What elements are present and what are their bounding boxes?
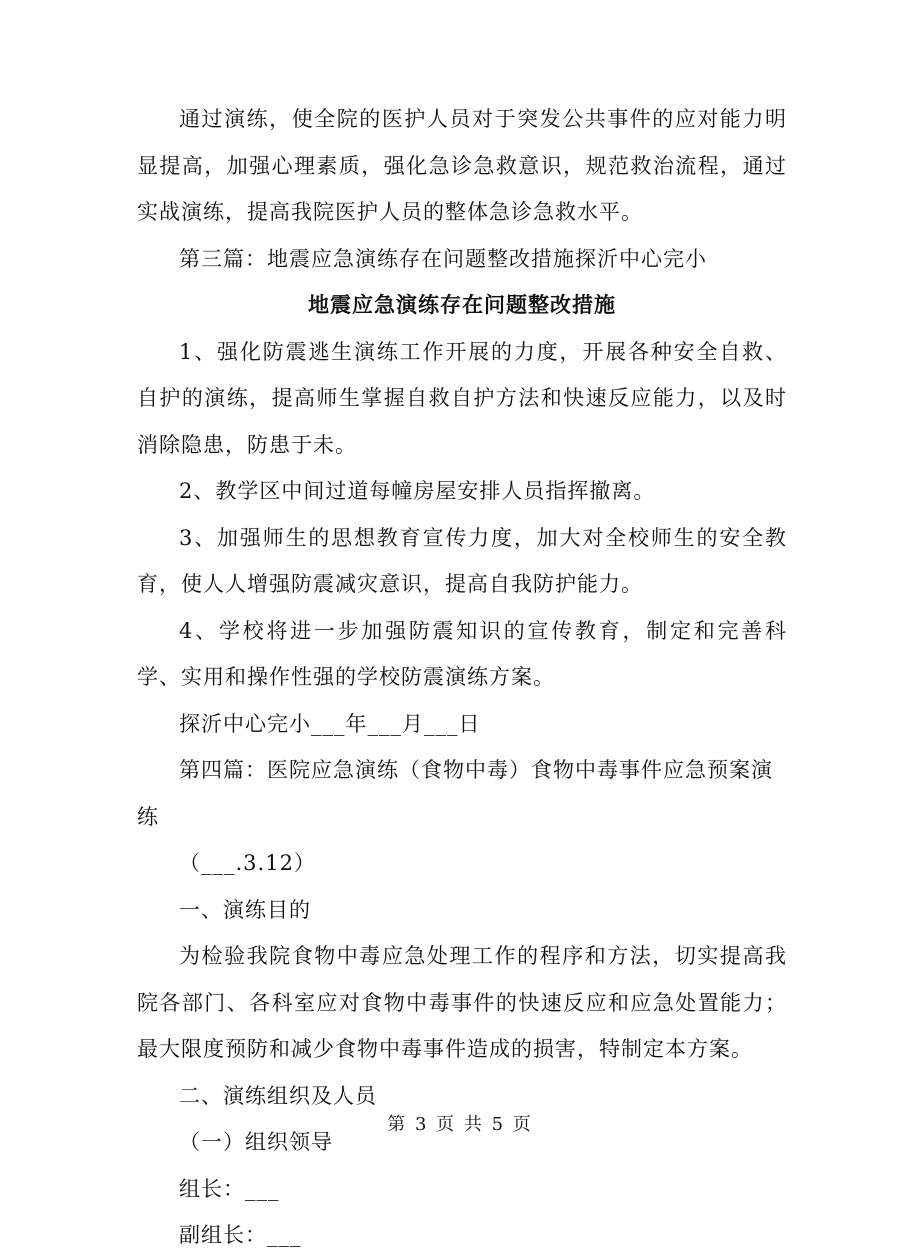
page-number-footer: 第 3 页 共 5 页 — [387, 1114, 533, 1135]
subheading-organization: 二、演练组织及人员 — [179, 1083, 377, 1108]
date-line: （___.3.12） — [179, 851, 316, 875]
paragraph-drill-effect: 通过演练，使全院的医护人员对于突发公共事件的应对能力明显提高，加强心理素质，强化急诊急救意识，规范救治流程，通过实战演练，提高我院医护人员的整体急诊急救水平。 — [137, 107, 787, 224]
document-body — [137, 96, 787, 1259]
paragraph-item-2: 2、教学区中间过道每幢房屋安排人员指挥撤离。 — [179, 479, 656, 503]
paragraph-item-3: 3、加强师生的思想教育宣传力度，加大对全校师生的安全教育，使人人增强防震减灾意识，提高自我防护能力。 — [137, 525, 787, 596]
signature-date-line: 探沂中心完小___年___月___日 — [179, 711, 481, 736]
paragraph-item-1: 1、强化防震逃生演练工作开展的力度，开展各种安全自救、自护的演练，提高师生掌握自救自护方法和快速反应能力，以及时消除隐患，防患于未。 — [137, 339, 787, 457]
subheading-drill-purpose: 一、演练目的 — [179, 897, 311, 922]
team-leader-line: 组长：___ — [179, 1176, 280, 1201]
subheading-leadership: （一）组织领导 — [179, 1130, 333, 1154]
document-title: 地震应急演练存在问题整改措施 — [308, 293, 616, 317]
paragraph-purpose: 为检验我院食物中毒应急处理工作的程序和方法，切实提高我院各部门、各科室应对食物中毒事件的快速反应和应急处置能力；最大限度预防和减少食物中毒事件造成的损害，特制定本方案。 — [137, 944, 787, 1061]
section-heading-part4: 第四篇：医院应急演练（食物中毒）食物中毒事件应急预案演练 — [137, 758, 773, 829]
paragraph-item-4: 4、学校将进一步加强防震知识的宣传教育，制定和完善科学、实用和操作性强的学校防震演练方案。 — [137, 618, 787, 689]
section-heading-part3: 第三篇：地震应急演练存在问题整改措施探沂中心完小 — [179, 246, 707, 271]
deputy-leader-line: 副组长：___ — [179, 1223, 302, 1247]
